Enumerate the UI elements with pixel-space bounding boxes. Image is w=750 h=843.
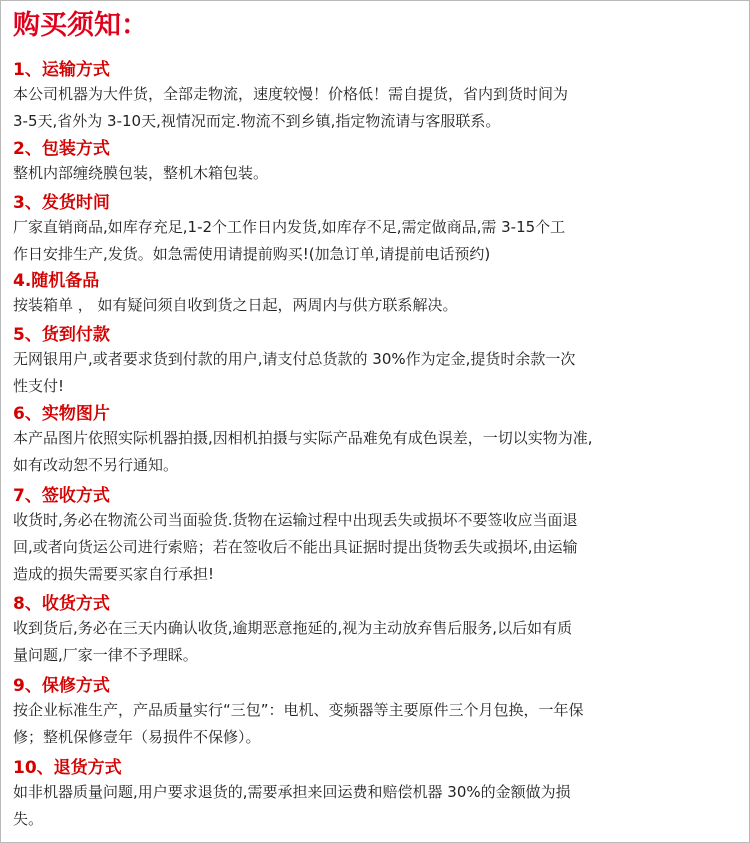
body-line: 本产品图片依照实际机器拍摄,因相机拍摄与实际产品难免有成色误差，一切以实物为准, [13, 429, 593, 447]
section-heading-cod: 5、货到付款 [13, 325, 110, 345]
body-line: 无网银用户,或者要求货到付款的用户,请支付总货款的 30%作为定金,提货时余款一次 [13, 350, 576, 368]
section-heading-accessories: 4.随机备品 [13, 271, 100, 291]
body-line: 失。 [13, 810, 44, 828]
section-heading-returns: 10、退货方式 [13, 758, 122, 778]
section-heading-photos: 6、实物图片 [13, 404, 110, 424]
body-line: 收到货后,务必在三天内确认收货,逾期恶意拖延的,视为主动放弃售后服务,以后如有质 [13, 619, 573, 637]
section-body-shipping [13, 81, 739, 135]
section-body-accessories [13, 292, 739, 319]
section-body-receiving [13, 615, 739, 669]
section-heading-signing: 7、签收方式 [13, 486, 110, 506]
section-heading-receiving: 8、收货方式 [13, 594, 110, 614]
body-line: 性支付! [13, 377, 65, 395]
page-title: 购买须知： [13, 10, 148, 41]
body-line: 厂家直销商品,如库存充足,1-2个工作日内发货,如库存不足,需定做商品,需 3-15个工 [13, 218, 566, 236]
section-body-delivery-time [13, 214, 739, 268]
section-body-cod [13, 346, 739, 400]
body-line: 整机内部缠绕膜包装，整机木箱包装。 [13, 164, 269, 182]
section-body-photos [13, 425, 739, 479]
section-body-signing [13, 507, 739, 588]
section-body-warranty [13, 697, 739, 751]
body-line: 作日安排生产,发货。如急需使用请提前购买!(加急订单,请提前电话预约) [13, 245, 491, 263]
body-line: 量问题,厂家一律不予理睬。 [13, 646, 198, 664]
body-line: 按企业标准生产，产品质量实行“三包”：电机、变频器等主要原件三个月包换，一年保 [13, 701, 584, 719]
section-body-returns [13, 779, 739, 833]
body-line: 本公司机器为大件货，全部走物流，速度较慢！价格低！需自提货，省内到货时间为 [13, 85, 569, 103]
section-heading-warranty: 9、保修方式 [13, 676, 110, 696]
body-line: 造成的损失需要买家自行承担! [13, 565, 215, 583]
section-heading-packaging: 2、包装方式 [13, 139, 110, 159]
section-heading-delivery-time: 3、发货时间 [13, 193, 110, 213]
body-line: 回,或者向货运公司进行索赔；若在签收后不能出具证据时提出货物丢失或损坏,由运输 [13, 538, 578, 556]
body-line: 按装箱单 ， 如有疑问须自收到货之日起，两周内与供方联系解决。 [13, 296, 458, 314]
body-line: 如非机器质量问题,用户要求退货的,需要承担来回运费和赔偿机器 30%的金额做为损 [13, 783, 571, 801]
body-line: 3-5天,省外为 3-10天,视情况而定.物流不到乡镇,指定物流请与客服联系。 [13, 112, 501, 130]
body-line: 修；整机保修壹年（易损件不保修）。 [13, 728, 261, 746]
body-line: 如有改动恕不另行通知。 [13, 456, 179, 474]
section-heading-shipping: 1、运输方式 [13, 60, 110, 80]
body-line: 收货时,务必在物流公司当面验货.货物在运输过程中出现丢失或损坏不要签收应当面退 [13, 511, 578, 529]
section-body-packaging [13, 160, 739, 187]
